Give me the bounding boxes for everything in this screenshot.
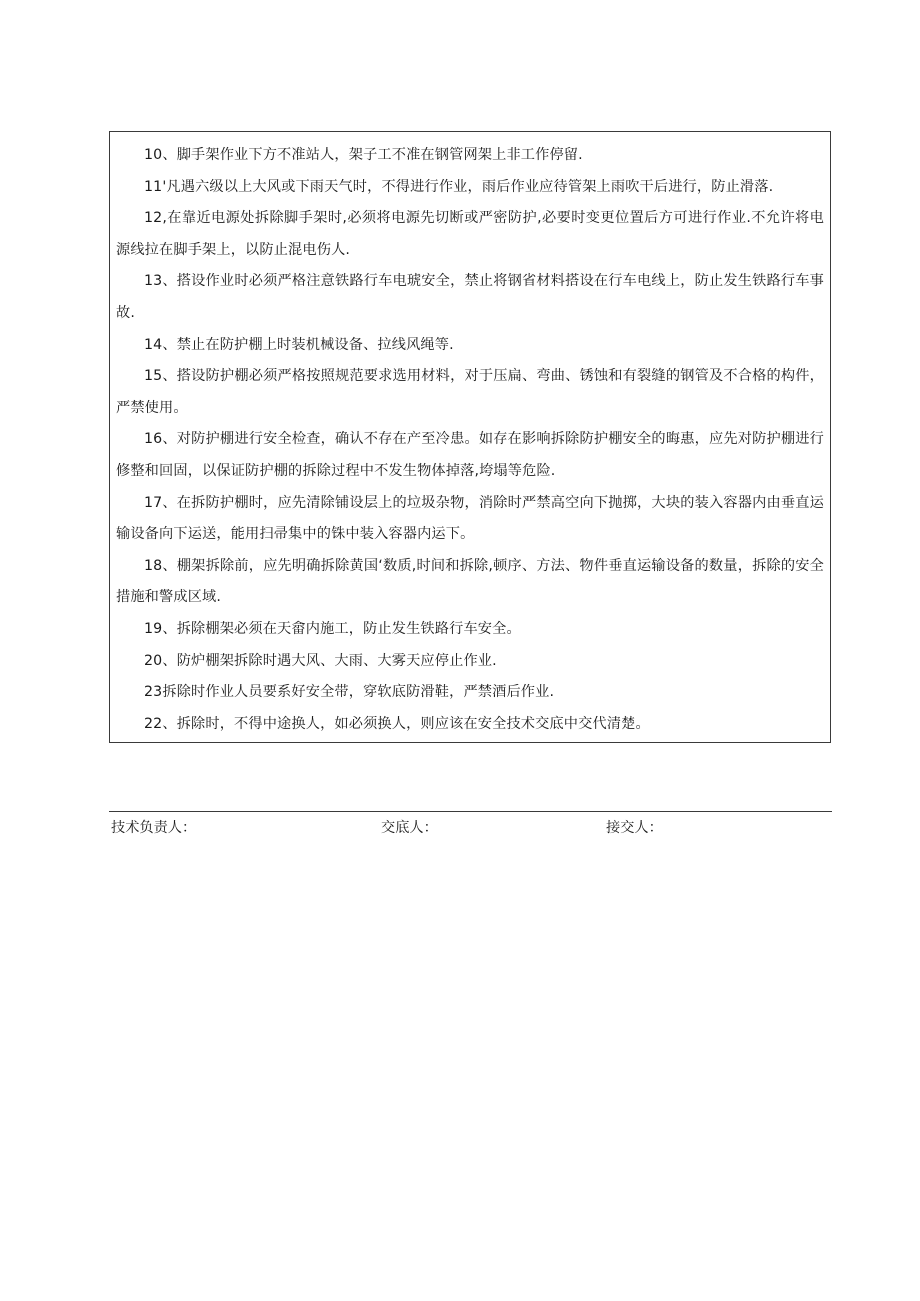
receiver-label: 接交人： xyxy=(606,820,663,836)
safety-items-box xyxy=(109,131,831,743)
safety-item-15: 15、搭设防护棚必须严格按照规范要求选用材料，对于压扁、弯曲、锈蚀和有裂缝的钢管及不合格的构件，严禁使用。 xyxy=(116,368,824,416)
safety-item-16: 16、对防护棚进行安全检查，确认不存在产至冷患。如存在影响拆除防护棚安全的晦惠，应先对防护棚进行修整和回固，以保证防护棚的拆除过程中不发生物体掉落,垮塌等危险. xyxy=(116,431,824,479)
safety-item-18: 18、棚架拆除前，应先明确拆除黄国‘数质,时间和拆除,顿序、方法、物件垂直运输设备的数量，拆除的安全措施和警成区域. xyxy=(116,557,824,606)
technical-lead-label: 技术负责人： xyxy=(111,820,197,836)
safety-item-22: 22、拆除时，不得中途换人，如必须换人，则应该在安全技术交底中交代清楚。 xyxy=(144,715,650,732)
safety-item-13: 13、搭设作业时必须严格注意铁路行车电琥安全，禁止将钢省材料搭设在行车电线上，防止发生铁路行车事故. xyxy=(116,273,824,321)
safety-item-12: 12,在靠近电源处拆除脚手架时,必须将电源先切断或严密防护,必要时变更位置后方可进行作业.不允许将电源线拉在脚手架上，以防止混电伤人. xyxy=(116,210,824,258)
safety-item-14: 14、禁止在防护棚上时装机械设备、拉线风绳等. xyxy=(144,336,454,353)
signature-divider xyxy=(109,811,832,812)
safety-item-21: 23拆除时作业人员要系好安全带，穿软底防滑鞋，严禁酒后作业. xyxy=(144,684,555,701)
handover-person-label: 交底人： xyxy=(381,820,438,836)
safety-item-19: 19、拆除棚架必须在天畲内施工，防止发生铁路行车安全。 xyxy=(144,620,521,637)
safety-item-20: 20、防炉棚架拆除时遇大风、大雨、大雾天应停止作业. xyxy=(144,652,497,669)
safety-item-17: 17、在拆防护棚时，应先清除铺设层上的垃圾杂物，消除时严禁高空向下抛掷，大块的装入容器内由垂直运输设备向下运送，能用扫帚集中的铢中装入容器内运下。 xyxy=(116,494,824,543)
safety-item-10: 10、脚手架作业下方不准站人，架子工不准在钢管网架上非工作停留. xyxy=(144,147,583,163)
safety-item-11: 11'凡遇六级以上大风或下雨天气时，不得进行作业，雨后作业应待管架上雨吹干后进行，防止滑落. xyxy=(144,178,774,195)
